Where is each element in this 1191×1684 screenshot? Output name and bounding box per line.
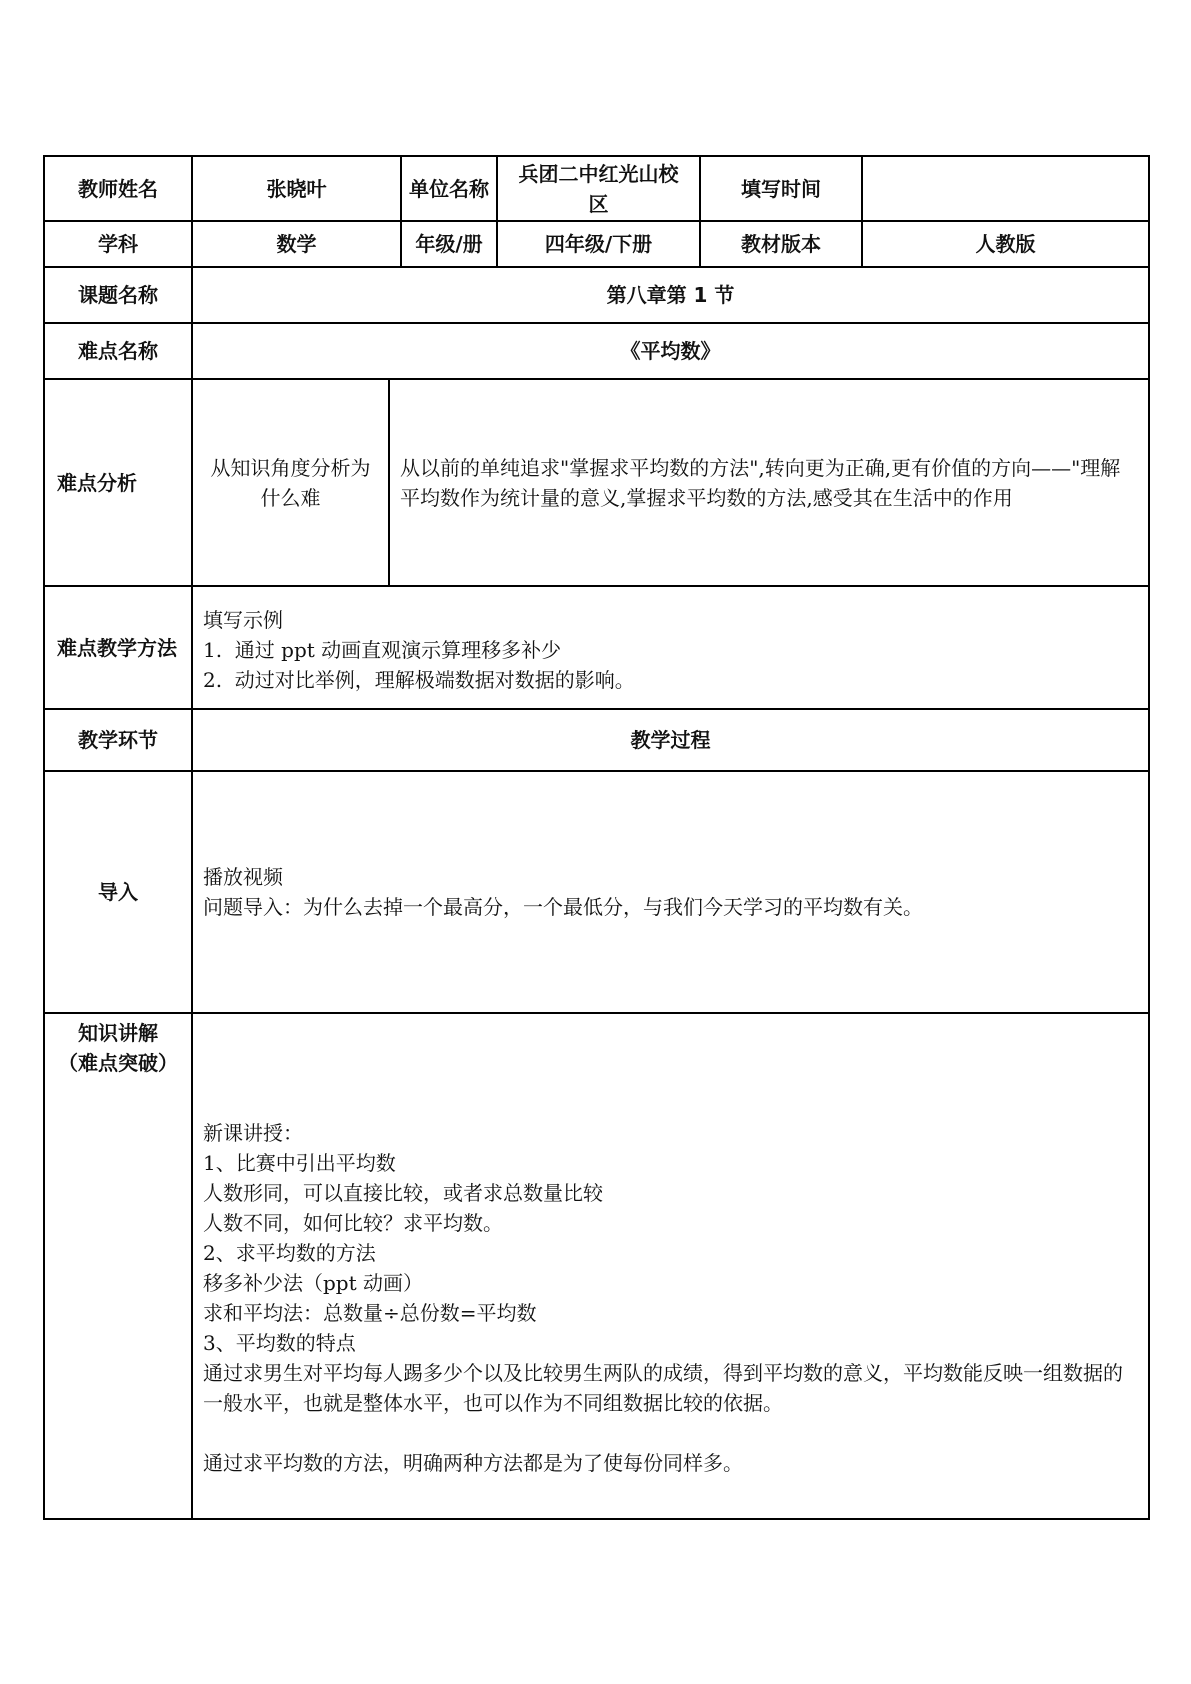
- intro-content: [192, 771, 1149, 1013]
- edition-value: 人教版: [862, 221, 1149, 267]
- knowledge-line: 1、比赛中引出平均数: [203, 1151, 396, 1175]
- subject-value: 数学: [192, 221, 401, 267]
- knowledge-final-line: 通过求平均数的方法，明确两种方法都是为了使每份同样多。: [203, 1451, 743, 1475]
- unit-name-label: 单位名称: [401, 156, 497, 221]
- subject-label: 学科: [44, 221, 192, 267]
- fill-time-value: [862, 156, 1149, 221]
- knowledge-line: 2、求平均数的方法: [203, 1241, 376, 1265]
- process-title: 教学过程: [192, 709, 1149, 771]
- fill-time-label: 填写时间: [700, 156, 862, 221]
- difficulty-row: [44, 323, 1149, 379]
- knowledge-line: 人数不同，如何比较？求平均数。: [203, 1211, 503, 1235]
- knowledge-label-line1: 知识讲解: [78, 1021, 158, 1045]
- analysis-label: 难点分析: [44, 379, 192, 586]
- knowledge-line: 移多补少法（ppt 动画）: [203, 1271, 423, 1295]
- header-row-2: [44, 221, 1149, 267]
- methods-content: [192, 586, 1149, 709]
- paragraph-gap: [203, 1418, 1138, 1448]
- difficulty-value: 《平均数》: [192, 323, 1149, 379]
- intro-row: [44, 771, 1149, 1013]
- knowledge-line: 新课讲授：: [203, 1121, 303, 1145]
- edition-label: 教材版本: [700, 221, 862, 267]
- methods-line: 1. 通过 ppt 动画直观演示算理移多补少: [203, 637, 562, 662]
- knowledge-line: 3、平均数的特点: [203, 1331, 356, 1355]
- topic-label: 课题名称: [44, 267, 192, 323]
- intro-label: 导入: [44, 771, 192, 1013]
- intro-line: 问题导入：为什么去掉一个最高分，一个最低分，与我们今天学习的平均数有关。: [203, 895, 923, 919]
- knowledge-label-line2: （难点突破）: [58, 1051, 178, 1075]
- teacher-name-label: 教师姓名: [44, 156, 192, 221]
- teacher-name-value: 张晓叶: [192, 156, 401, 221]
- process-header-row: [44, 709, 1149, 771]
- methods-line: 2. 动过对比举例，理解极端数据对数据的影响。: [203, 667, 635, 692]
- knowledge-line: 求和平均法：总数量÷总份数=平均数: [203, 1301, 537, 1325]
- difficulty-label: 难点名称: [44, 323, 192, 379]
- methods-row: [44, 586, 1149, 709]
- process-stage-label: 教学环节: [44, 709, 192, 771]
- topic-value: 第八章第 1 节: [192, 267, 1149, 323]
- methods-label: 难点教学方法: [44, 586, 192, 709]
- grade-value: 四年级/下册: [497, 221, 700, 267]
- knowledge-label: [44, 1013, 192, 1519]
- intro-line: 播放视频: [203, 865, 283, 889]
- knowledge-row: [44, 1013, 1149, 1519]
- grade-label: 年级/册: [401, 221, 497, 267]
- analysis-row: [44, 379, 1149, 586]
- topic-row: [44, 267, 1149, 323]
- knowledge-line: 人数形同，可以直接比较，或者求总数量比较: [203, 1181, 603, 1205]
- unit-name-value: 兵团二中红光山校区: [497, 156, 700, 221]
- methods-line: 填写示例: [203, 607, 283, 632]
- header-row-1: [44, 156, 1149, 221]
- lesson-plan-table: [43, 155, 1150, 1520]
- knowledge-content: [192, 1013, 1149, 1519]
- knowledge-line: 通过求男生对平均每人踢多少个以及比较男生两队的成绩，得到平均数的意义，平均数能反映一组数据的一般水平，也就是整体水平，也可以作为不同组数据比较的依据。: [203, 1361, 1123, 1415]
- analysis-text: 从以前的单纯追求"掌握求平均数的方法",转向更为正确,更有价值的方向——"理解平均数作为统计量的意义,掌握求平均数的方法,感受其在生活中的作用: [389, 379, 1149, 586]
- analysis-sub-label: 从知识角度分析为什么难: [192, 379, 389, 586]
